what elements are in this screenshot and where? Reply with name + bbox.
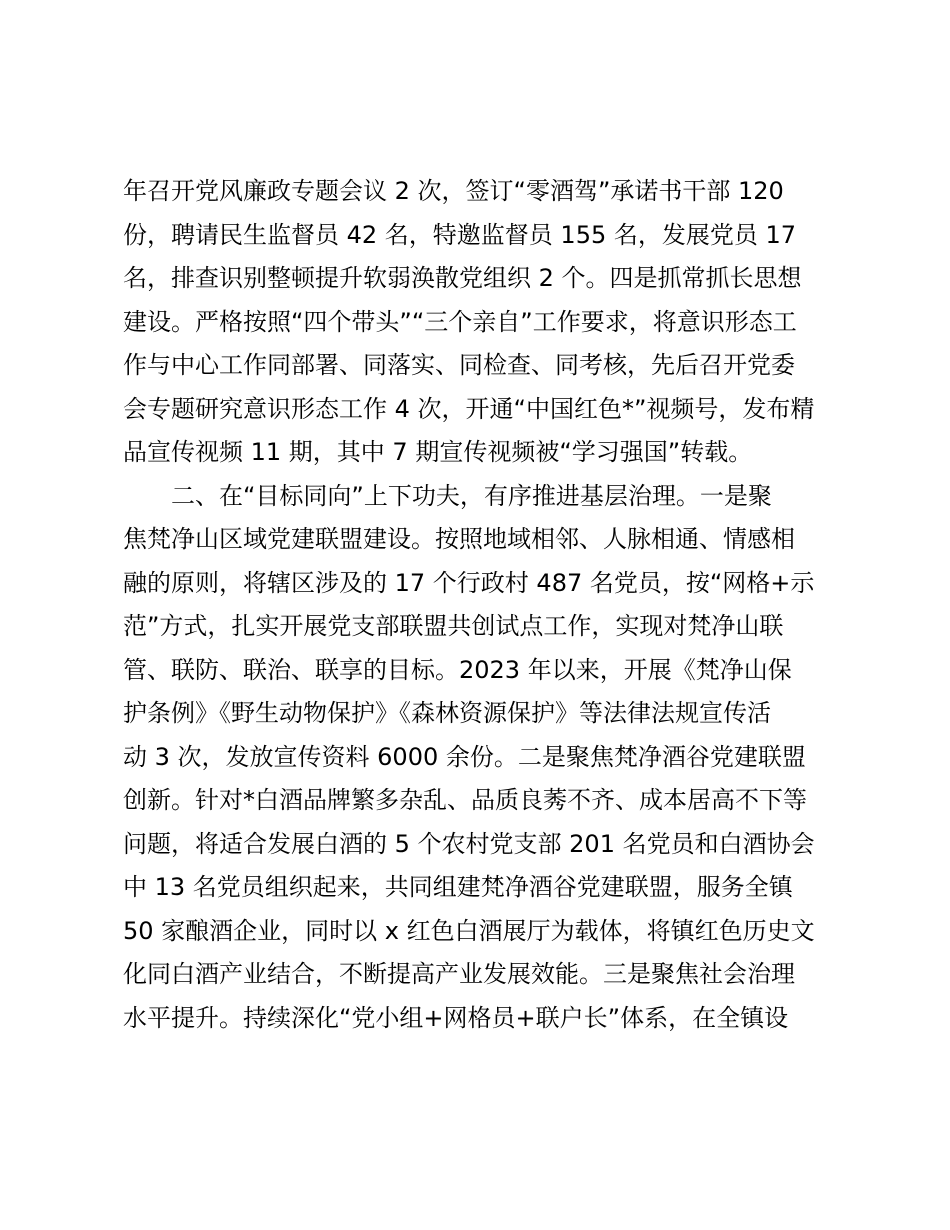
text-line: 问题，将适合发展白酒的 5 个农村党支部 201 名党员和白酒协会 (123, 829, 815, 858)
text-line: 化同白酒产业结合，不断提高产业发展效能。三是聚焦社会治理 (123, 960, 795, 988)
text-line: 建设。严格按照“四个带头”“三个亲自”工作要求，将意识形态工 (123, 307, 797, 336)
text-line: 品宣传视频 11 期，其中 7 期宣传视频被“学习强国”转载。 (123, 438, 753, 466)
text-line: 护条例》《野生动物保护》《森林资源保护》等法律法规宣传活 (123, 699, 771, 727)
text-line: 50 家酿酒企业，同时以 x 红色白酒展厅为载体，将镇红色历史文 (123, 916, 815, 945)
text-line: 中 13 名党员组织起来，共同组建梵净酒谷党建联盟，服务全镇 (123, 873, 793, 901)
text-line: 范”方式，扎实开展党支部联盟共创试点工作，实现对梵净山联 (123, 612, 784, 640)
text-line: 融的原则，将辖区涉及的 17 个行政村 487 名党员，按“网格+示 (123, 568, 815, 597)
text-line: 焦梵净山区域党建联盟建设。按照地域相邻、人脉相通、情感相 (123, 525, 795, 553)
paragraph-first-line: 二、在“目标同向”上下功夫，有序推进基层治理。一是聚 (171, 481, 772, 510)
text-line: 创新。针对*白酒品牌繁多杂乱、品质良莠不齐、成本居高不下等 (123, 786, 807, 814)
text-line: 动 3 次，发放宣传资料 6000 余份。二是聚焦梵净酒谷党建联盟 (123, 742, 806, 771)
text-line: 水平提升。持续深化“党小组+网格员+联户长”体系，在全镇设 (123, 1003, 789, 1032)
text-line: 份，聘请民生监督员 42 名，特邀监督员 155 名，发展党员 17 (123, 220, 797, 249)
text-line: 名，排查识别整顿提升软弱涣散党组织 2 个。四是抓常抓长思想 (123, 264, 802, 292)
text-line: 作与中心工作同部署、同落实、同检查、同考核，先后召开党委 (123, 351, 795, 379)
body-text (123, 170, 843, 1040)
text-line: 年召开党风廉政专题会议 2 次，签订“零酒驾”承诺书干部 120 (123, 177, 784, 205)
text-line: 会专题研究意识形态工作 4 次，开通“中国红色*”视频号，发布精 (123, 394, 815, 423)
text-line: 管、联防、联治、联享的目标。2023 年以来，开展《梵净山保 (123, 655, 792, 684)
